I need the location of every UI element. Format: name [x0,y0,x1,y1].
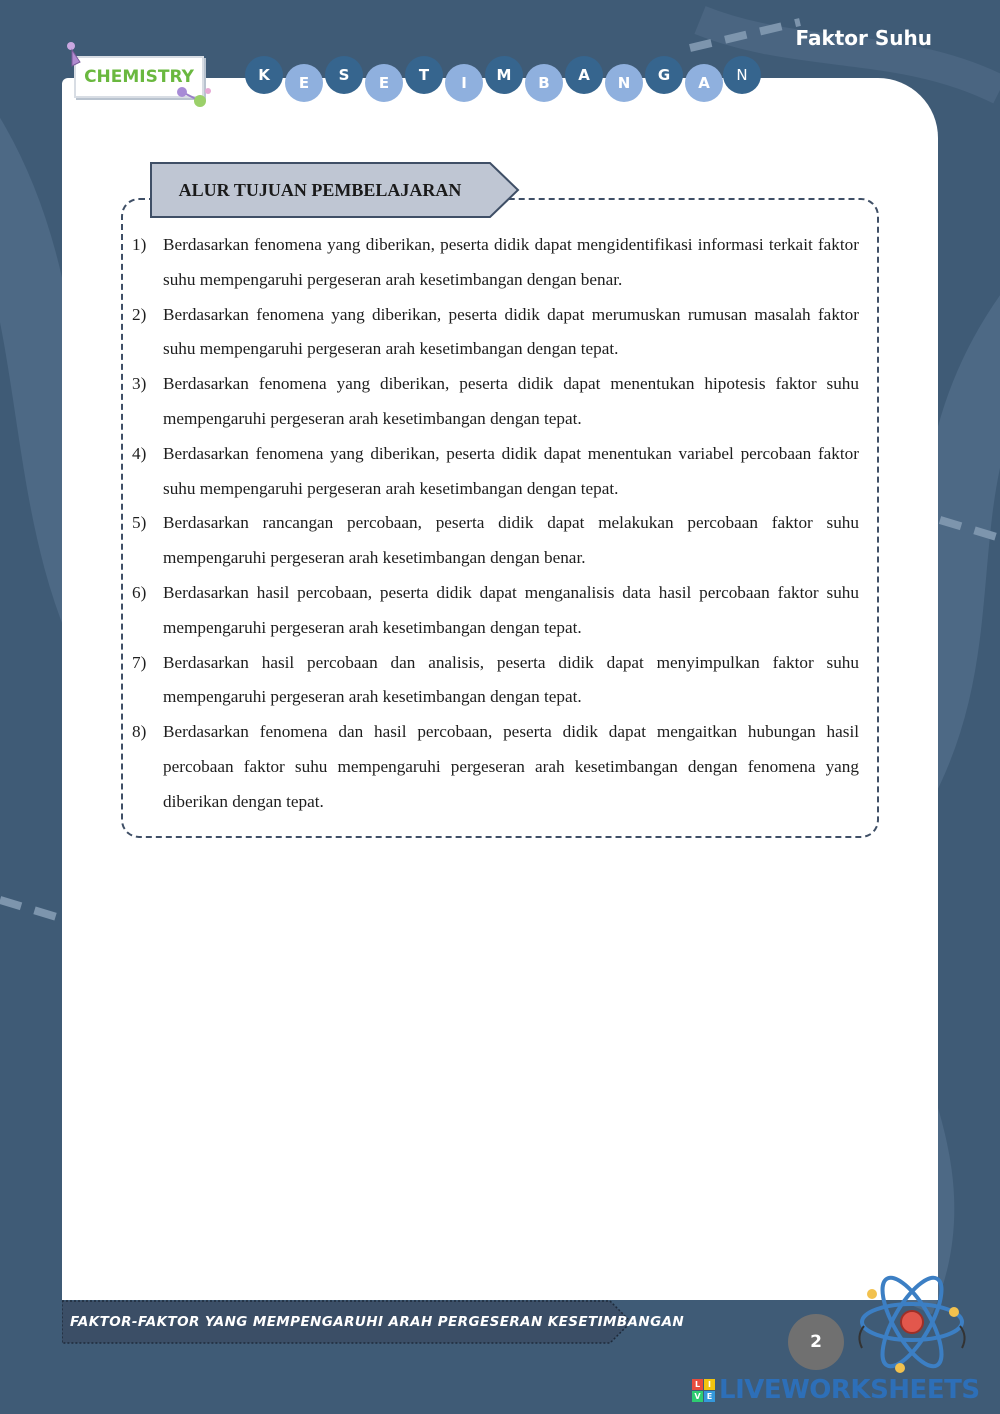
logo-text: CHEMISTRY [84,67,194,87]
title-letter: E [365,64,403,102]
list-item [130,367,859,437]
item-number: 1) [132,235,147,254]
title-letter: N [605,64,643,102]
title-letter: A [685,64,723,102]
item-number: 5) [132,513,147,533]
list-item [130,298,859,368]
item-text: Berdasarkan fenomena yang diberikan, peserta didik dapat menentukan variabel percobaan faktor suhu mempengaruhi pergeseran arah kesetimbangan dengan tepat. [163,443,859,498]
list-item [130,506,859,576]
list-item [130,646,859,716]
liveworksheets-watermark [692,1374,980,1406]
item-number: 7) [132,652,147,672]
list-item [130,437,859,507]
item-number: 4) [132,443,147,463]
flask-icon [62,40,92,70]
footer-banner-text: FAKTOR-FAKTOR YANG MEMPENGARUHI ARAH PERGESERAN KESETIMBANGAN [70,1314,685,1330]
item-text: Berdasarkan hasil percobaan, peserta didik dapat menganalisis data hasil percobaan faktor suhu mempengaruhi pergeseran arah kesetimbangan dengan tepat. [163,582,859,637]
title-letter: A [565,56,603,94]
item-number: 3) [132,374,147,394]
item-number: 2) [132,304,147,324]
atom-icon [850,1264,970,1374]
item-text: Berdasarkan fenomena dan hasil percobaan, peserta didik dapat mengaitkan hubungan hasil percobaan faktor suhu mempengaruhi pergeseran arah kesetimbangan dengan fenomena yang diberikan dengan tepat. [163,722,859,811]
footer-banner [62,1300,685,1344]
title-letter: M [485,56,523,94]
item-text: Berdasarkan hasil percobaan dan analisis, peserta didik dapat menyimpulkan faktor suhu mempengaruhi pergeseran arah kesetimbangan dengan tepat. [163,652,859,707]
title-letter: S [325,56,363,94]
title-letter: G [645,56,683,94]
item-text: Berdasarkan fenomena yang diberikan, peserta didik dapat menentukan hipotesis faktor suhu mempengaruhi pergeseran arah kesetimbangan dengan tepat. [163,374,859,428]
title-letter: B [525,64,563,102]
page-header-title: Faktor Suhu [795,26,932,50]
page-number-badge: 2 [788,1314,844,1370]
liveworksheets-icon: L I V E [692,1379,715,1402]
title-letter: N [723,56,761,94]
section-heading: ALUR TUJUAN PEMBELAJARAN [178,179,462,200]
title-letter: K [245,56,283,94]
item-number: 8) [132,722,147,742]
title-letter: T [405,56,443,94]
item-number: 6) [132,582,147,602]
molecule-icon [172,82,214,112]
title-letter: I [445,64,483,102]
item-text: Berdasarkan fenomena yang diberikan, peserta didik dapat mengidentifikasi informasi terkait faktor suhu mempengaruhi pergeseran arah kesetimbangan dengan benar. [163,235,859,289]
item-text: Berdasarkan fenomena yang diberikan, peserta didik dapat merumuskan rumusan masalah faktor suhu mempengaruhi pergeseran arah kesetimbangan dengan tepat. [163,304,859,359]
list-item [130,576,859,646]
list-item [130,228,859,298]
section-heading-tag [150,162,520,218]
title-letter: E [285,64,323,102]
objectives-list [130,228,859,820]
list-item [130,715,859,819]
watermark-text: LIVEWORKSHEETS [719,1375,980,1405]
item-text: Berdasarkan rancangan percobaan, peserta didik dapat melakukan percobaan faktor suhu mempengaruhi pergeseran arah kesetimbangan dengan benar. [163,513,859,568]
